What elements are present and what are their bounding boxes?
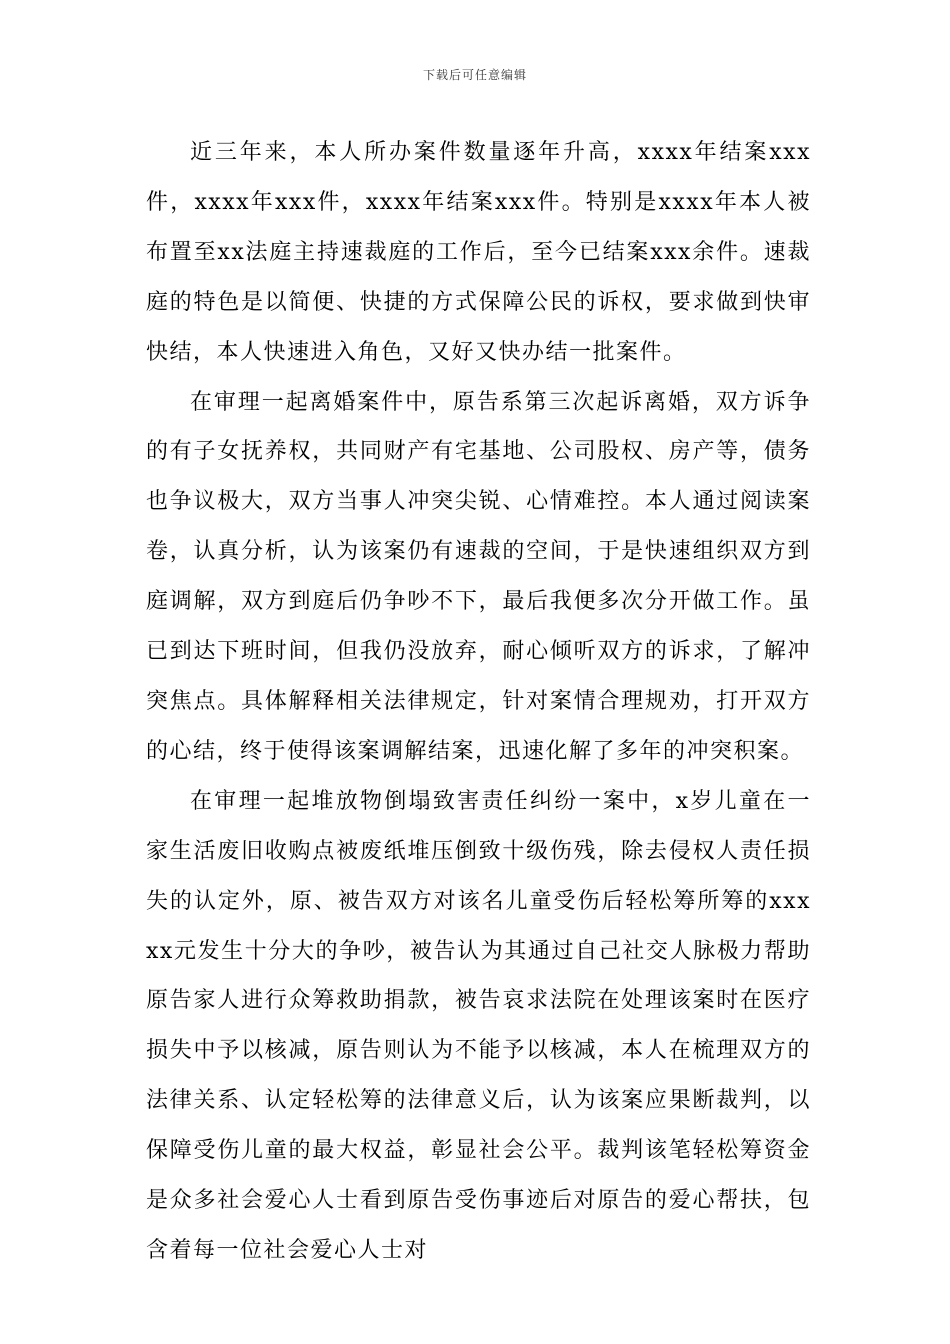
paragraph-collapse-liability-case: 在审理一起堆放物倒塌致害责任纠纷一案中，x岁儿童在一家生活废旧收购点被废纸堆压倒致十级伤残，除去侵权人责任损失的认定外，原、被告双方对该名儿童受伤后轻松筹所筹的xxxxx元发生十分大的争吵，被告认为其通过自己社交人脉极力帮助原告家人进行众筹救助捐款，被告哀求法院在处理该案时在医疗损失中予以核减，原告则认为不能予以核减，本人在梳理双方的法律关系、认定轻松筹的法律意义后，认为该案应果断裁判，以保障受伤儿童的最大权益，彰显社会公平。裁判该笔轻松筹资金是众多社会爱心人士看到原告受伤事迹后对原告的爱心帮扶，包含着每一位社会爱心人士对 <box>146 788 811 1263</box>
header-note: 下载后可任意编辑 <box>422 68 527 82</box>
paragraph-divorce-case: 在审理一起离婚案件中，原告系第三次起诉离婚，双方诉争的有子女抚养权，共同财产有宅基地、公司股权、房产等，债务也争议极大，双方当事人冲突尖锐、心情难控。本人通过阅读案卷，认真分析，认为该案仍有速裁的空间，于是快速组织双方到庭调解，双方到庭后仍争吵不下，最后我便多次分开做工作。虽已到达下班时间，但我仍没放弃，耐心倾听双方的诉求，了解冲突焦点。具体解释相关法律规定，针对案情合理规劝，打开双方的心结，终于使得该案调解结案，迅速化解了多年的冲突积案。 <box>146 389 811 764</box>
paragraph-case-statistics: 近三年来，本人所办案件数量逐年升高，xxxx年结案xxx件，xxxx年xxx件，xxxx年结案xxx件。特别是xxxx年本人被布置至xx法庭主持速裁庭的工作后，至今已结案xxx余件。速裁庭的特色是以简便、快捷的方式保障公民的诉权，要求做到快审快结，本人快速进入角色，又好又快办结一批案件。 <box>146 140 811 365</box>
document-body <box>146 128 811 1276</box>
